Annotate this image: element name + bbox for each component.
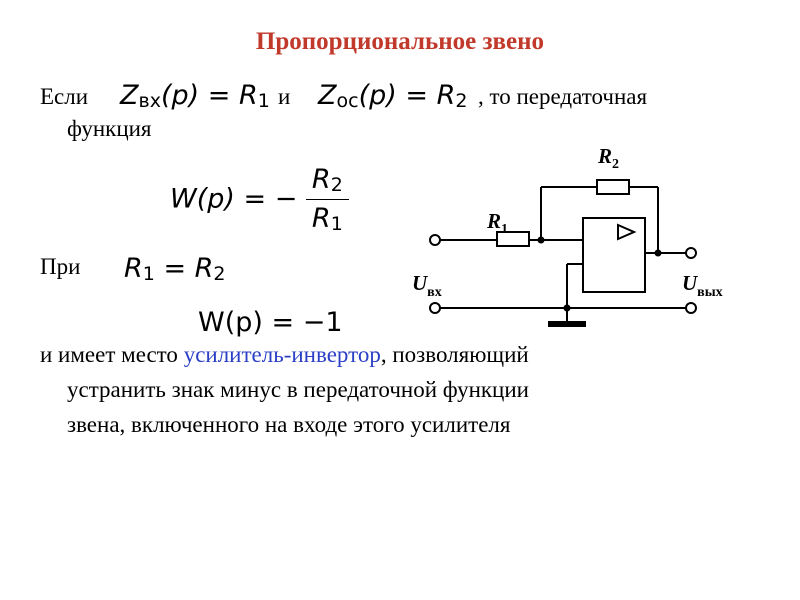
input-ground-terminal	[430, 303, 440, 313]
z-fb-equation: $Z_{ос}(p) = R_2$	[318, 80, 468, 112]
r2-label: $R_2$	[598, 144, 620, 172]
output-ground-terminal	[686, 303, 696, 313]
r1-label: $R_1$	[487, 209, 509, 237]
ground-icon	[548, 321, 586, 327]
when-label: При	[40, 254, 81, 279]
transfer-fraction: $\frac{R_2}{R_1}$	[306, 165, 349, 234]
inverter-amplifier-term: усилитель-инвертор	[183, 342, 381, 367]
u-out-label: $U_{вых}$	[682, 271, 723, 300]
paragraph-line-2: устранить знак минус в передаточной функции	[67, 377, 529, 402]
output-terminal	[686, 248, 696, 258]
paragraph-line-3: звена, включенного на входе этого усилителя	[67, 412, 511, 437]
transfer-function-equation: W(p) = − $\frac{R_2}{R_1}$	[170, 165, 349, 234]
opamp-body	[583, 218, 645, 292]
and-label: и	[278, 84, 291, 109]
junction-dot	[538, 237, 545, 244]
input-terminal	[430, 235, 440, 245]
then-transfer-label: , то передаточная	[478, 84, 648, 109]
w-equals-minus-one-equation: W(p) = −1	[198, 307, 343, 338]
function-label: функция	[67, 116, 152, 141]
slide-title: Пропорциональное звено	[255, 28, 545, 55]
if-label: Если	[40, 84, 89, 109]
junction-dot	[655, 250, 662, 257]
z-in-equation: $Z_{вх}(p) = R_1$	[120, 80, 270, 112]
resistor-r2	[597, 180, 629, 194]
paragraph-line-1: и имеет место усилитель-инвертор, позволяющий	[40, 342, 529, 367]
junction-dot	[564, 305, 571, 312]
r1-equals-r2-equation: $R_1 = R_2$	[124, 253, 226, 285]
u-in-label: $U_{вх}$	[412, 271, 442, 300]
